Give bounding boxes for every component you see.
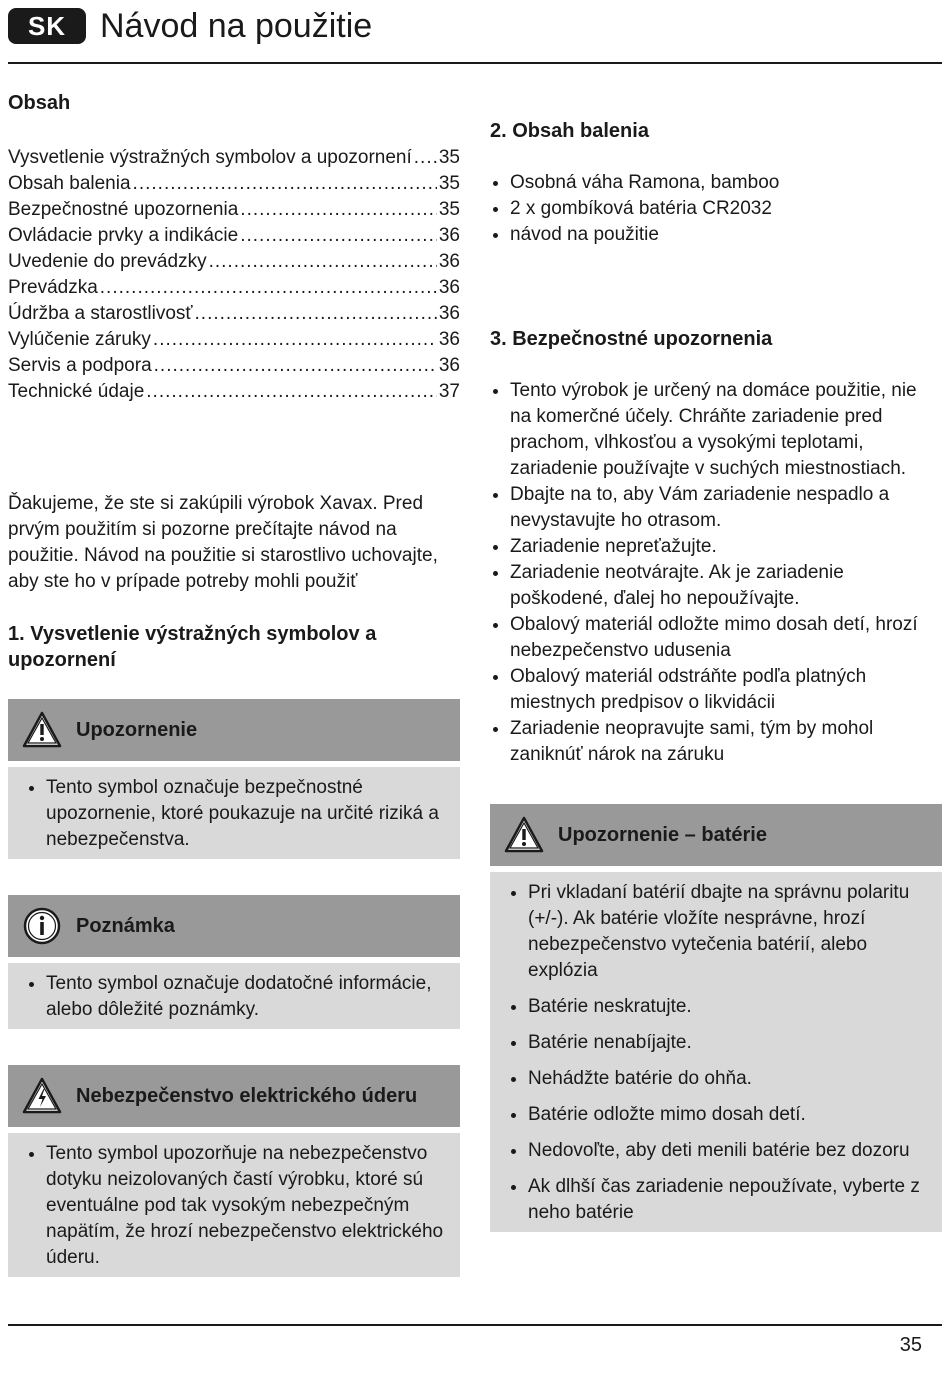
list-item: • 2 x gombíková batéria CR2032 <box>510 196 942 222</box>
battery-box-title: Upozornenie – batérie <box>558 823 767 846</box>
warning-triangle-icon <box>504 815 544 855</box>
table-of-contents <box>8 145 460 405</box>
warning-box <box>8 699 460 859</box>
warning-box-title: Upozornenie <box>76 718 198 741</box>
toc-item[interactable]: Obsah balenia ..... 35 <box>8 171 460 197</box>
toc-item[interactable]: Údržba a starostlivosť ..... 36 <box>8 301 460 327</box>
right-column <box>490 118 942 768</box>
package-contents-list <box>490 170 942 248</box>
shock-box-title: Nebezpečenstvo elektrického úderu <box>76 1084 418 1107</box>
battery-box-header <box>490 804 942 866</box>
electric-hazard-icon <box>22 1076 62 1116</box>
shock-box <box>8 1065 460 1277</box>
toc-heading: Obsah <box>8 92 71 114</box>
list-item: • Batérie nenabíjajte. <box>528 1030 928 1056</box>
toc-item[interactable]: Technické údaje ..... 37 <box>8 379 460 405</box>
toc-item[interactable]: Prevádzka ..... 36 <box>8 275 460 301</box>
footer-rule <box>8 1324 942 1326</box>
list-item: • Dbajte na to, aby Vám zariadenie nespadlo a nevystavujte ho otrasom. <box>510 482 942 534</box>
warning-triangle-icon <box>22 710 62 750</box>
header-rule <box>8 62 942 64</box>
list-item: • Zariadenie nepreťažujte. <box>510 534 942 560</box>
list-item: • Batérie odložte mimo dosah detí. <box>528 1102 928 1128</box>
info-circle-icon <box>22 906 62 946</box>
battery-box-body <box>490 872 942 1232</box>
list-item: • Tento výrobok je určený na domáce použitie, nie na komerčné účely. Chráňte zariadenie pred prachom, vlhkosťou a vysokými teplotami, zariadenie používajte v suchých miestnostiach. <box>510 378 942 482</box>
toc-item[interactable]: Bezpečnostné upozornenia ..... 35 <box>8 197 460 223</box>
list-item: • Zariadenie neopravujte sami, tým by mohol zaniknúť nárok na záruku <box>510 716 942 768</box>
list-item: • Nehádžte batérie do ohňa. <box>528 1066 928 1092</box>
list-item: • Ak dlhší čas zariadenie nepoužívate, vyberte z neho batérie <box>528 1174 928 1226</box>
list-item: • návod na použitie <box>510 222 942 248</box>
battery-warning-box <box>490 804 942 1232</box>
list-item: • Pri vkladaní batérií dbajte na správnu polaritu (+/-). Ak batérie vložíte nesprávne, hrozí nebezpečenstvo vytečenia batérií, alebo explózia <box>528 880 928 984</box>
toc-item[interactable]: Servis a podpora ..... 36 <box>8 353 460 379</box>
list-item: • Obalový materiál odložte mimo dosah detí, hrozí nebezpečenstvo udusenia <box>510 612 942 664</box>
toc-item[interactable]: Vysvetlenie výstražných symbolov a upozornení ..... 35 <box>8 145 460 171</box>
list-item: • Osobná váha Ramona, bamboo <box>510 170 942 196</box>
page-header <box>8 4 372 48</box>
toc-item[interactable]: Vylúčenie záruky ..... 36 <box>8 327 460 353</box>
section2-heading: 2. Obsah balenia <box>490 120 649 142</box>
shock-box-body <box>8 1133 460 1277</box>
warning-box-header <box>8 699 460 761</box>
toc-item[interactable]: Ovládacie prvky a indikácie ..... 36 <box>8 223 460 249</box>
list-item: • Obalový materiál odstráňte podľa platných miestnych predpisov o likvidácii <box>510 664 942 716</box>
note-box-body <box>8 963 460 1029</box>
list-item: • Tento symbol upozorňuje na nebezpečenstvo dotyku neizolovaných častí výrobku, ktoré sú eventuálne pod tak vysokým nebezpečným napätím, že hrozí nebezpečenstvo elektrického úderu. <box>46 1141 446 1271</box>
document-title: Návod na použitie <box>100 6 373 45</box>
toc-item[interactable]: Uvedenie do prevádzky ..... 36 <box>8 249 460 275</box>
list-item: • Tento symbol označuje dodatočné informácie, alebo dôležité poznámky. <box>46 971 446 1023</box>
list-item: • Zariadenie neotvárajte. Ak je zariadenie poškodené, ďalej ho nepoužívajte. <box>510 560 942 612</box>
intro-paragraph: Ďakujeme, že ste si zakúpili výrobok Xavax. Pred prvým použitím si pozorne prečítajte návod na použitie. Návod na použitie si starostlivo uchovajte, aby ste ho v prípade potreby mohli použiť <box>8 493 438 592</box>
section1-heading: 1. Vysvetlenie výstražných symbolov a upozornení <box>8 623 377 671</box>
note-box-title: Poznámka <box>76 914 175 937</box>
list-item: • Nedovoľte, aby deti menili batérie bez dozoru <box>528 1138 928 1164</box>
list-item: • Tento symbol označuje bezpečnostné upozornenie, ktoré poukazuje na určité riziká a nebezpečenstva. <box>46 775 446 853</box>
safety-list <box>490 378 942 768</box>
list-item: • Batérie neskratujte. <box>528 994 928 1020</box>
note-box-header <box>8 895 460 957</box>
shock-box-header <box>8 1065 460 1127</box>
warning-box-body <box>8 767 460 859</box>
page-number: 35 <box>899 1334 922 1356</box>
left-column <box>8 92 460 673</box>
note-box <box>8 895 460 1029</box>
section3-heading: 3. Bezpečnostné upozornenia <box>490 328 773 350</box>
language-badge: SK <box>8 8 86 44</box>
